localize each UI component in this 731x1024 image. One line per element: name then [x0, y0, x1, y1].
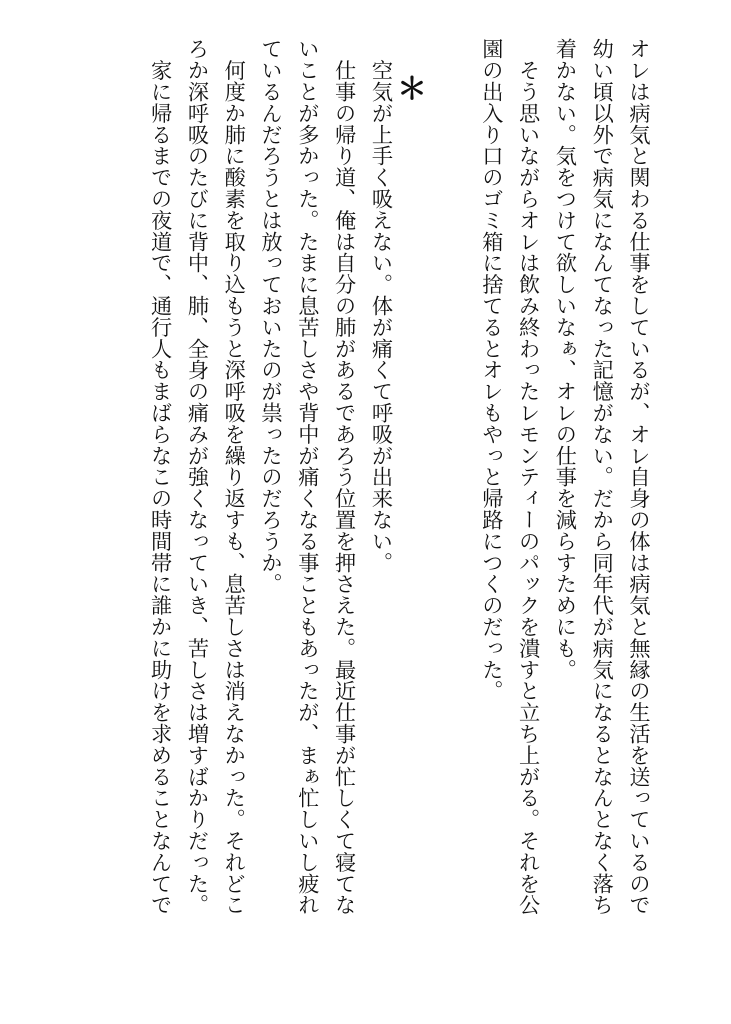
section-one-paragraph-1: オレは病気と関わる仕事をしているが、オレ自身の体は病気と無縁の生活を送っているので 幼い頃以外で病気になんてなった記憶がない。だから同年代が病気になるとなんとなく落ち 着かない。気をつけて欲しいなぁ、オレの仕事を減らすためにも。	[553, 38, 652, 916]
section-break-spacer	[436, 38, 473, 998]
section-break-spacer-2	[399, 38, 436, 998]
section-two-paragraph-2: 仕事の帰り道、俺は自分の肺があるであろう位置を押さえた。最近仕事が忙しくて寝てな いことが多かった。たまに息苦しさや背中が痛くなる事こともあったが、まぁ忙しいし疲れ ているんだろうとは放っておいたのが祟ったのだろうか。	[259, 38, 358, 916]
section-two-paragraph-4: 家に帰るまでの夜道で、通行人もまばらなこの時間帯に誰かに助けを求めることなんてで	[148, 38, 174, 916]
vertical-text-body	[142, 38, 657, 998]
section-separator-asterisk: ＊	[397, 72, 427, 107]
section-two-paragraph-1: 空気が上手く吸えない。体が痛くて呼吸が出来ない。	[369, 38, 395, 573]
section-one-paragraph-2: そう思いながらオレは飲み終わったレモンティーのパックを潰すと立ち上がる。それを公 園の出入り口のゴミ箱に捨てるとオレもやっと帰路につくのだった。	[479, 38, 542, 916]
section-two-paragraph-3: 何度か肺に酸素を取り込もうと深呼吸を繰り返すも、息苦しさは消えなかった。それどこ ろか深呼吸のたびに背中、肺、全身の痛みが強くなっていき、苦しさは増すばかりだった。	[185, 38, 248, 916]
